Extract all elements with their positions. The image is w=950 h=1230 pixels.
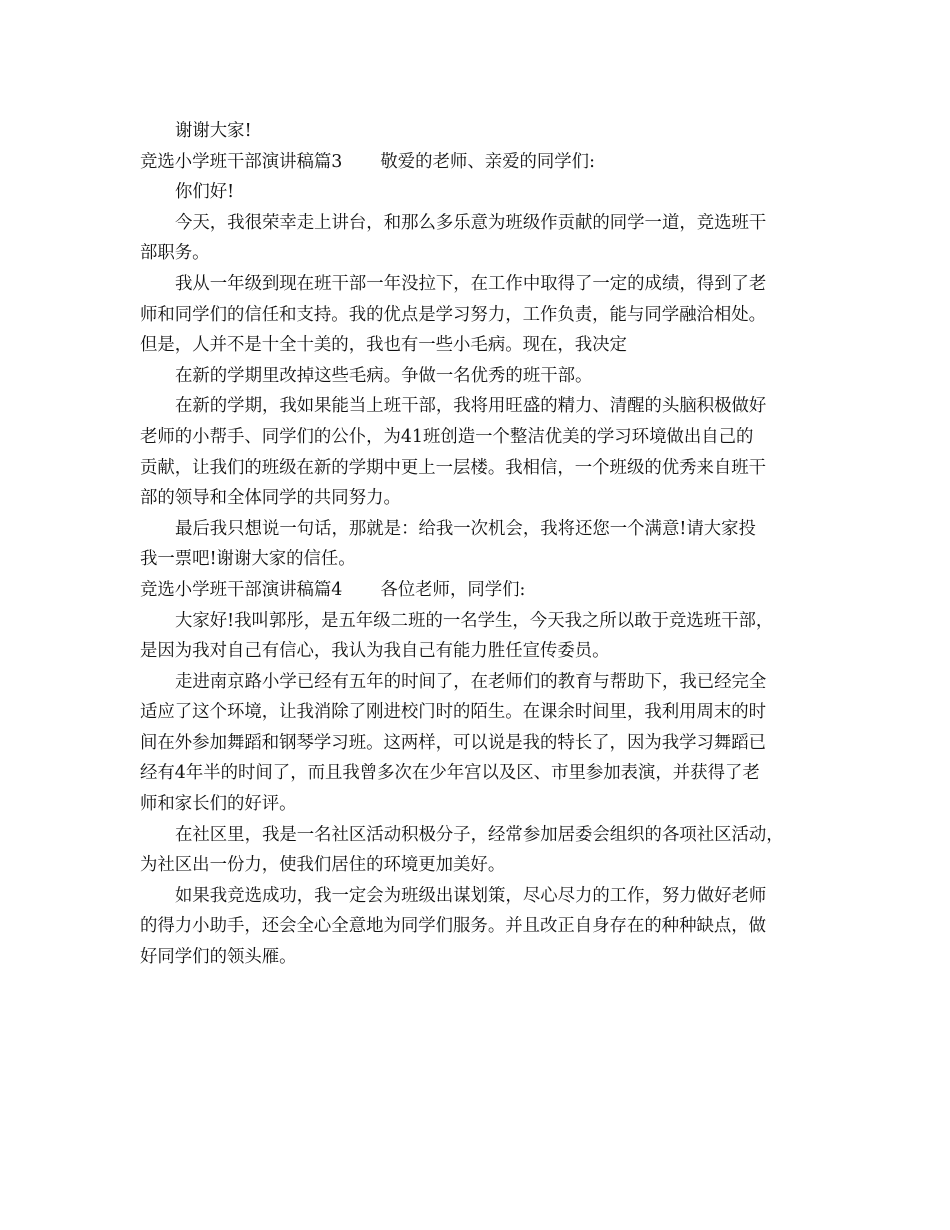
section-heading-line — [140, 147, 820, 178]
text-line: 师和同学们的信任和支持。我的优点是学习努力，工作负责，能与同学融洽相处。 — [140, 304, 767, 325]
text-line: 部职务。 — [140, 243, 210, 264]
section-heading: 竞选小学班干部演讲稿篇4 — [140, 579, 343, 600]
section-heading-line — [140, 575, 820, 606]
text-line: 间在外参加舞蹈和钢琴学习班。这两样，可以说是我的特长了，因为我学习舞蹈已 — [140, 732, 767, 753]
text-line: 老师的小帮手、同学们的公仆，为41班创造一个整洁优美的学习环境做出自己的 — [140, 426, 754, 447]
text-line: 贡献，让我们的班级在新的学期中更上一层楼。我相信，一个班级的优秀来自班干 — [140, 457, 767, 478]
text-line: 部的领导和全体同学的共同努力。 — [140, 488, 401, 509]
text-line: 如果我竞选成功，我一定会为班级出谋划策，尽心尽力的工作，努力做好老师 — [175, 885, 767, 906]
text-line: 是因为我对自己有信心，我认为我自己有能力胜任宣传委员。 — [140, 641, 610, 662]
text-line: 好同学们的领头雁。 — [140, 947, 297, 968]
text-line: 但是，人并不是十全十美的，我也有一些小毛病。现在，我决定 — [140, 335, 627, 356]
salutation: 敬爱的老师、亲爱的同学们: — [380, 151, 595, 172]
text-line: 经有4年半的时间了，而且我曾多次在少年宫以及区、市里参加表演，并获得了老 — [140, 763, 760, 784]
text-line: 在新的学期里改掉这些毛病。争做一名优秀的班干部。 — [175, 365, 593, 386]
salutation: 各位老师，同学们: — [380, 579, 526, 600]
text-line: 师和家长们的好评。 — [140, 794, 297, 815]
text-line: 我一票吧!谢谢大家的信任。 — [140, 549, 356, 570]
document-body — [140, 116, 820, 973]
text-line: 最后我只想说一句话，那就是：给我一次机会，我将还您一个满意!请大家投 — [175, 518, 756, 539]
text-line: 走进南京路小学已经有五年的时间了，在老师们的教育与帮助下，我已经完全 — [175, 671, 767, 692]
text-line: 我从一年级到现在班干部一年没拉下，在工作中取得了一定的成绩，得到了老 — [175, 273, 767, 294]
text-line: 谢谢大家! — [175, 121, 252, 141]
text-line: 在新的学期，我如果能当上班干部，我将用旺盛的精力、清醒的头脑积极做好 — [175, 396, 767, 417]
text-line: 的得力小助手，还会全心全意地为同学们服务。并且改正自身存在的种种缺点，做 — [140, 916, 767, 937]
text-line: 今天，我很荣幸走上讲台，和那么多乐意为班级作贡献的同学一道，竞选班干 — [175, 212, 767, 233]
text-line: 大家好!我叫郭彤，是五年级二班的一名学生，今天我之所以敢于竞选班干部， — [175, 610, 774, 631]
text-line: 适应了这个环境，让我消除了刚进校门时的陌生。在课余时间里，我利用周末的时 — [140, 702, 767, 723]
text-line: 为社区出一份力，使我们居住的环境更加美好。 — [140, 855, 506, 876]
text-line: 你们好! — [175, 182, 235, 203]
text-line: 在社区里，我是一名社区活动积极分子，经常参加居委会组织的各项社区活动， — [175, 824, 784, 845]
section-heading: 竞选小学班干部演讲稿篇3 — [140, 151, 343, 172]
